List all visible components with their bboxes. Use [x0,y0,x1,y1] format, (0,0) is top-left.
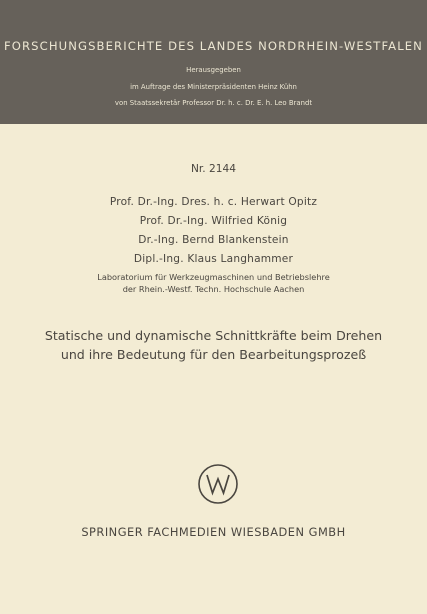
series-band [0,0,427,124]
institution-line-1: Laboratorium für Werkzeugmaschinen und Betriebslehre [97,272,330,282]
author-3: Dr.-Ing. Bernd Blankenstein [138,234,289,246]
book-title-line-1: Statische und dynamische Schnittkräfte beim Drehen [44,328,383,343]
author-1: Prof. Dr.-Ing. Dres. h. c. Herwart Opitz [109,196,318,208]
author-2: Prof. Dr.-Ing. Wilfried König [139,215,288,227]
editor-line-staatssekretaer: von Staatssekretär Professor Dr. h. c. Dr. E. h. Leo Brandt [114,99,313,107]
issue-number: Nr. 2144 [190,163,236,175]
editor-line-herausgegeben: Herausgegeben [186,66,241,74]
book-title-line-2: und ihre Bedeutung für den Bearbeitungsprozeß [60,347,367,362]
author-4: Dipl.-Ing. Klaus Langhammer [133,253,294,265]
series-title: FORSCHUNGSBERICHTE DES LANDES NORDRHEIN-WESTFALEN [4,39,423,53]
springer-w-logo-icon [197,463,239,505]
editor-line-ministerpraesident: im Auftrage des Ministerpräsidenten Heinz Kühn [130,83,297,91]
publisher: SPRINGER FACHMEDIEN WIESBADEN GMBH [81,525,346,539]
institution-line-2: der Rhein.-Westf. Techn. Hochschule Aachen [122,284,305,294]
